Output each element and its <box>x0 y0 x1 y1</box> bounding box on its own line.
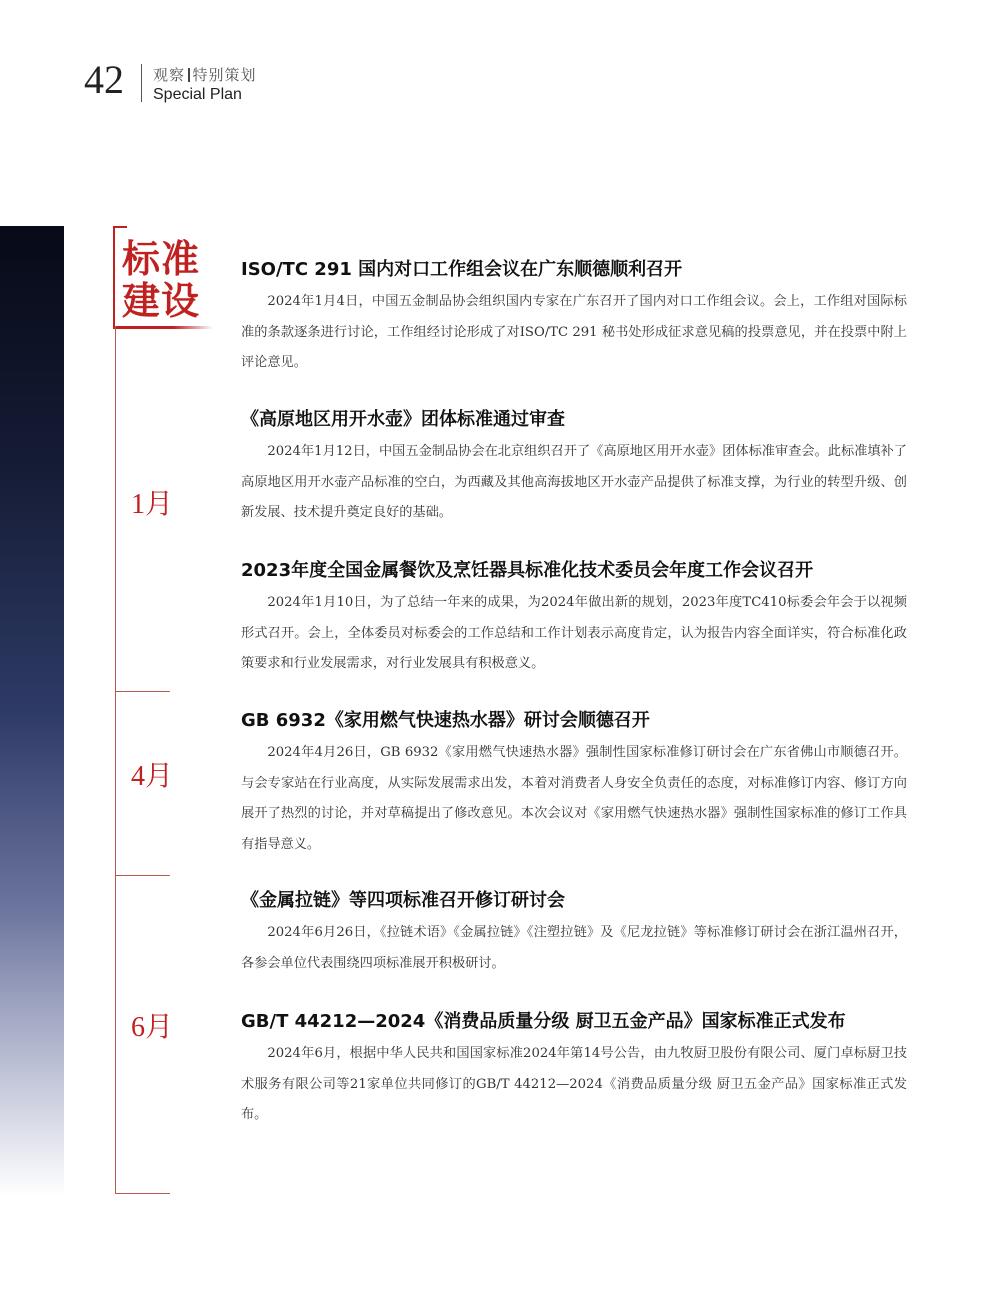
side-gradient-band <box>0 226 64 1196</box>
article <box>241 257 907 379</box>
month-label-april: 4月 <box>131 761 174 792</box>
section-name-secondary: 特别策划 <box>192 66 257 84</box>
month-label-january: 1月 <box>131 489 174 520</box>
section-title-line-1: 标准 <box>122 236 201 281</box>
article-body: 2024年4月26日，GB 6932《家用燃气快速热水器》强制性国家标准修订研讨会在广东省佛山市顺德召开。与会专家站在行业高度，从实际发展需求出发，本着对消费者人身安全负责任的态度，对标准修订内容、修订方向展开了热烈的讨论，并对草稿提出了修改意见。本次会议对《家用燃气快速热水器》强制性国家标准的修订工作具有指导意义。 <box>241 745 907 852</box>
article-title: GB 6932《家用燃气快速热水器》研讨会顺德召开 <box>241 710 650 731</box>
article-title: GB/T 44212—2024《消费品质量分级 厨卫五金产品》国家标准正式发布 <box>241 1011 846 1032</box>
timeline-tick <box>115 691 170 692</box>
article <box>241 888 907 979</box>
month-label-june: 6月 <box>131 1012 174 1043</box>
timeline-line <box>115 326 116 1194</box>
article <box>241 407 907 529</box>
section-name-primary: 观察 <box>153 66 186 84</box>
timeline-tick <box>115 1193 170 1194</box>
article-body: 2024年1月4日，中国五金制品协会组织国内专家在广东召开了国内对口工作组会议。会上，工作组对国际标准的条款逐条进行讨论，工作组经讨论形成了对ISO/TC 291 秘书处形成征求意见稿的投票意见，并在投票中附上评论意见。 <box>241 294 907 370</box>
article <box>241 558 907 680</box>
article-body: 2024年1月12日，中国五金制品协会在北京组织召开了《高原地区用开水壶》团体标准审查会。此标准填补了高原地区用开水壶产品标准的空白，为西藏及其他高海拔地区开水壶产品提供了标准支撑，为行业的转型升级、创新发展、技术提升奠定良好的基础。 <box>241 444 907 520</box>
article-title: ISO/TC 291 国内对口工作组会议在广东顺德顺利召开 <box>241 259 683 280</box>
section-title-line-2: 建设 <box>122 278 201 323</box>
title-frame-left <box>113 226 115 328</box>
article-body: 2024年1月10日，为了总结一年来的成果，为2024年做出新的规划，2023年度TC410标委会年会于以视频形式召开。会上，全体委员对标委会的工作总结和工作计划表示高度肯定，认为报告内容全面详实，符合标准化政策要求和行业发展需求，对行业发展具有积极意义。 <box>241 595 907 671</box>
page-number: 42 <box>84 57 124 102</box>
timeline-tick <box>115 875 170 876</box>
title-frame-top <box>113 226 127 228</box>
header-divider <box>141 64 142 102</box>
section-title-block <box>113 226 213 326</box>
article-body: 2024年6月26日，《拉链术语》《金属拉链》《注塑拉链》及《尼龙拉链》等标准修订研讨会在浙江温州召开，各参会单位代表围绕四项标准展开积极研讨。 <box>241 925 907 971</box>
article-title: 《高原地区用开水壶》团体标准通过审查 <box>241 409 565 430</box>
article-body: 2024年6月，根据中华人民共和国国家标准2024年第14号公告，由九牧厨卫股份有限公司、厦门卓标厨卫技术服务有限公司等21家单位共同修订的GB/T 44212—2024《消费品质量分级 厨卫五金产品》国家标准正式发布。 <box>241 1046 907 1122</box>
section-name <box>153 64 257 85</box>
article-title: 2023年度全国金属餐饮及烹饪器具标准化技术委员会年度工作会议召开 <box>241 560 814 581</box>
article <box>241 708 907 860</box>
section-name-english: Special Plan <box>153 86 242 103</box>
section-separator <box>188 68 190 82</box>
article-title: 《金属拉链》等四项标准召开修订研讨会 <box>241 890 565 911</box>
article <box>241 1009 907 1131</box>
title-frame-bottom <box>113 326 213 329</box>
